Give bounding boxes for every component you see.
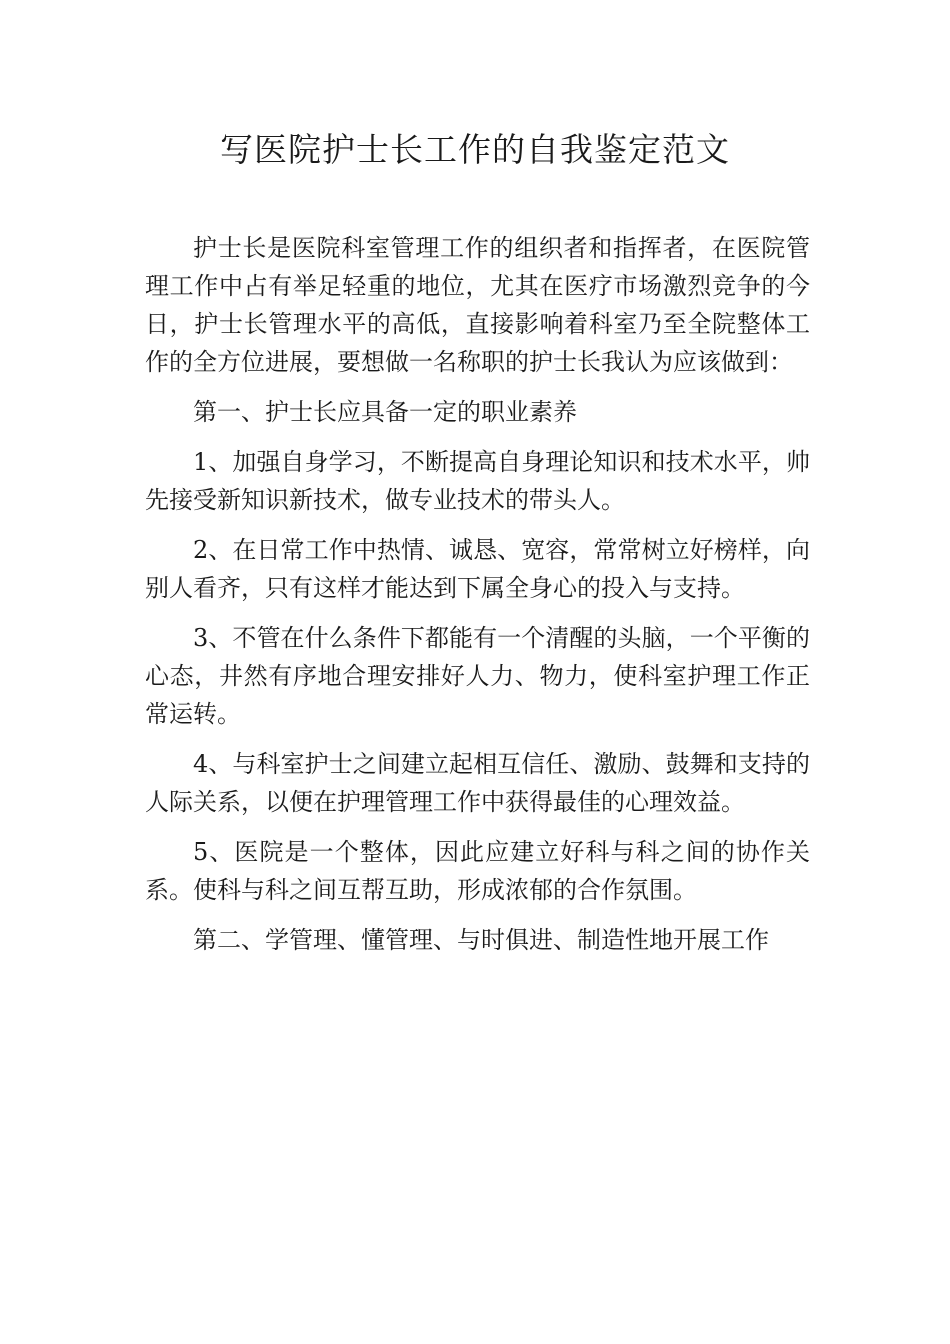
document-title: 写医院护士长工作的自我鉴定范文: [220, 130, 730, 169]
list-item-3: 3、不管在什么条件下都能有一个清醒的头脑，一个平衡的心态，井然有序地合理安排好人力、物力，使科室护理工作正常运转。: [145, 624, 810, 728]
list-item-1: 1、加强自身学习，不断提高自身理论知识和技术水平，帅先接受新知识新技术，做专业技术的带头人。: [145, 448, 810, 514]
list-item-4: 4、与科室护士之间建立起相互信任、激励、鼓舞和支持的人际关系，以便在护理管理工作中获得最佳的心理效益。: [145, 750, 810, 816]
list-item-5: 5、医院是一个整体，因此应建立好科与科之间的协作关系。使科与科之间互帮互助，形成浓郁的合作氛围。: [145, 838, 810, 904]
paragraph-intro: 护士长是医院科室管理工作的组织者和指挥者，在医院管理工作中占有举足轻重的地位，尤其在医疗市场激烈竞争的今日，护士长管理水平的高低，直接影响着科室乃至全院整体工作的全方位进展，要想做一名称职的护士长我认为应该做到：: [145, 234, 810, 376]
list-item-2: 2、在日常工作中热情、诚恳、宽容，常常树立好榜样，向别人看齐，只有这样才能达到下属全身心的投入与支持。: [145, 536, 810, 602]
document-body: [145, 229, 810, 971]
section-heading-2: 第二、学管理、懂管理、与时俱进、制造性地开展工作: [193, 926, 769, 954]
section-heading-1: 第一、护士长应具备一定的职业素养: [193, 398, 577, 426]
